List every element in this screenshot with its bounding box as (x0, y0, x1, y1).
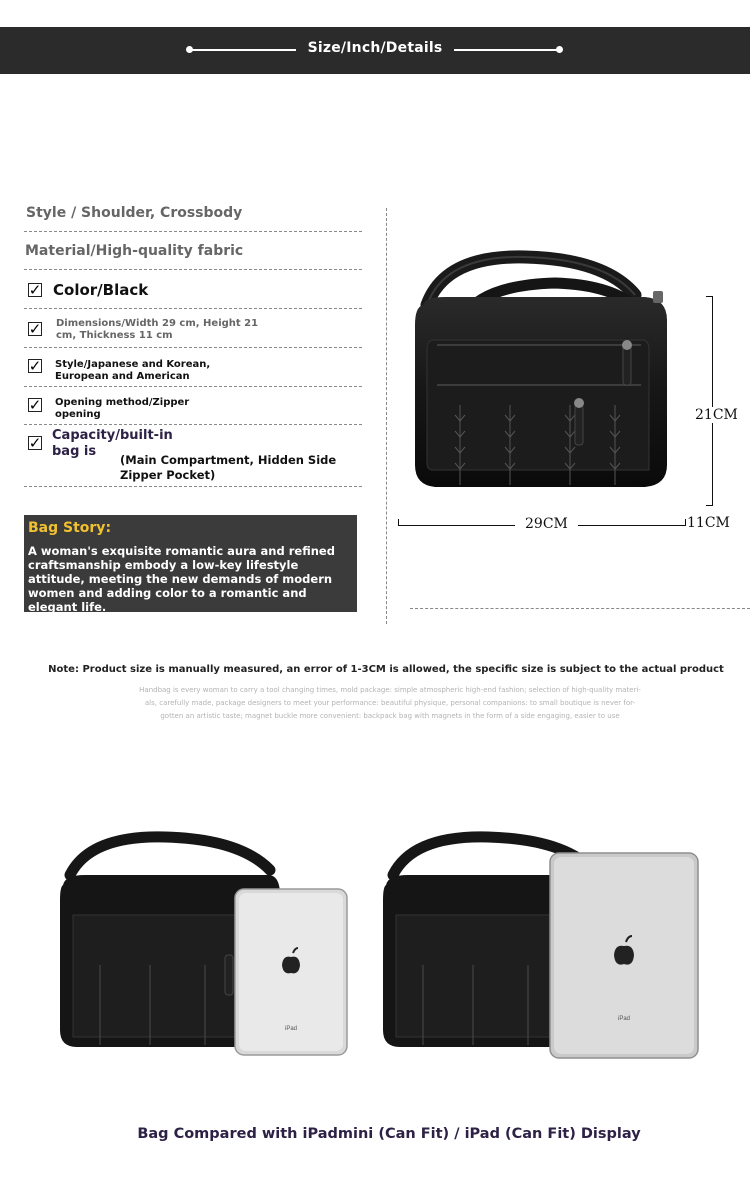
checkmark-icon: ✓ (28, 395, 42, 414)
spec-capacity-row (24, 425, 362, 487)
width-tick-left (398, 519, 399, 526)
height-tick-bottom (706, 505, 713, 506)
vertical-divider (386, 208, 387, 624)
header-title: Size/Inch/Details (307, 40, 443, 56)
spec-material: Material/High-quality fabric (25, 243, 244, 259)
spec-style2-line2: European and American (55, 371, 190, 382)
width-label: 29CM (515, 516, 578, 532)
comparison-caption: Bag Compared with iPadmini (Can Fit) / iPad (Can Fit) Display (137, 1126, 641, 1142)
spec-dimensions-row (24, 316, 362, 348)
header-right-line (454, 49, 560, 51)
checkmark-icon: ✓ (28, 280, 42, 299)
ipad-label: iPad (617, 1016, 631, 1022)
spec-opening-row (24, 394, 362, 425)
bag-bottom-divider (410, 608, 750, 609)
spec-style-row (24, 202, 362, 232)
size-note: Note: Product size is manually measured, an error of 1-3CM is allowed, the specific size is subject to the actual product (48, 664, 724, 675)
bag-story-body: A woman's exquisite romantic aura and refined craftsmanship embody a low-key lifestyle attitude, meeting the new demands of modern women and adding color to a romantic and elegant life. (28, 544, 335, 614)
checkmark-icon: ✓ (28, 356, 42, 375)
header-right-dot (556, 46, 563, 53)
description-line-2: als, carefully made, package designers to meet your performance: beautiful physique, personal companions: to small boutique is never for- (144, 699, 636, 707)
spec-capacity-line2: bag is (52, 444, 97, 459)
description-line-1: Handbag is every woman to carry a tool changing times, mold package: simple atmospheric high-end fashion; selection of high-quality materi- (139, 686, 641, 694)
bag-story-box (24, 515, 357, 612)
ipad-mini-label: iPad (284, 1026, 298, 1032)
bag-story-title: Bag Story: (28, 520, 112, 536)
height-label: 21CM (695, 407, 738, 423)
spec-capacity-line4: Zipper Pocket) (120, 468, 216, 482)
spec-opening-line1: Opening method/Zipper (55, 397, 190, 408)
width-tick-right (685, 519, 686, 526)
thickness-label: 11CM (687, 515, 730, 531)
header-band (0, 27, 750, 74)
description-line-3: gotten an artistic taste; magnet buckle more convenient: backpack bag with magnets in the form of a side engaging, easier to use (160, 712, 620, 720)
spec-dimensions-line1: Dimensions/Width 29 cm, Height 21 (56, 318, 259, 329)
height-tick-top (706, 296, 713, 297)
bag-product-image (405, 245, 675, 505)
spec-color: Color/Black (53, 281, 149, 299)
height-dimension-line (712, 296, 713, 505)
spec-material-row (24, 240, 362, 270)
bag-with-ipad-image (378, 825, 703, 1060)
bag-with-ipad-mini-image (55, 825, 355, 1060)
spec-dimensions-line2: cm, Thickness 11 cm (56, 330, 173, 341)
spec-capacity-line1: Capacity/built-in (52, 428, 173, 443)
spec-capacity-line3: (Main Compartment, Hidden Side (120, 453, 337, 467)
checkmark-icon: ✓ (28, 433, 42, 452)
spec-style2-row (24, 355, 362, 387)
spec-style2-line1: Style/Japanese and Korean, (55, 359, 211, 370)
spec-style: Style / Shoulder, Crossbody (26, 205, 243, 221)
spec-color-row (24, 278, 362, 309)
spec-opening-line2: opening (55, 409, 101, 420)
checkmark-icon: ✓ (28, 319, 42, 338)
